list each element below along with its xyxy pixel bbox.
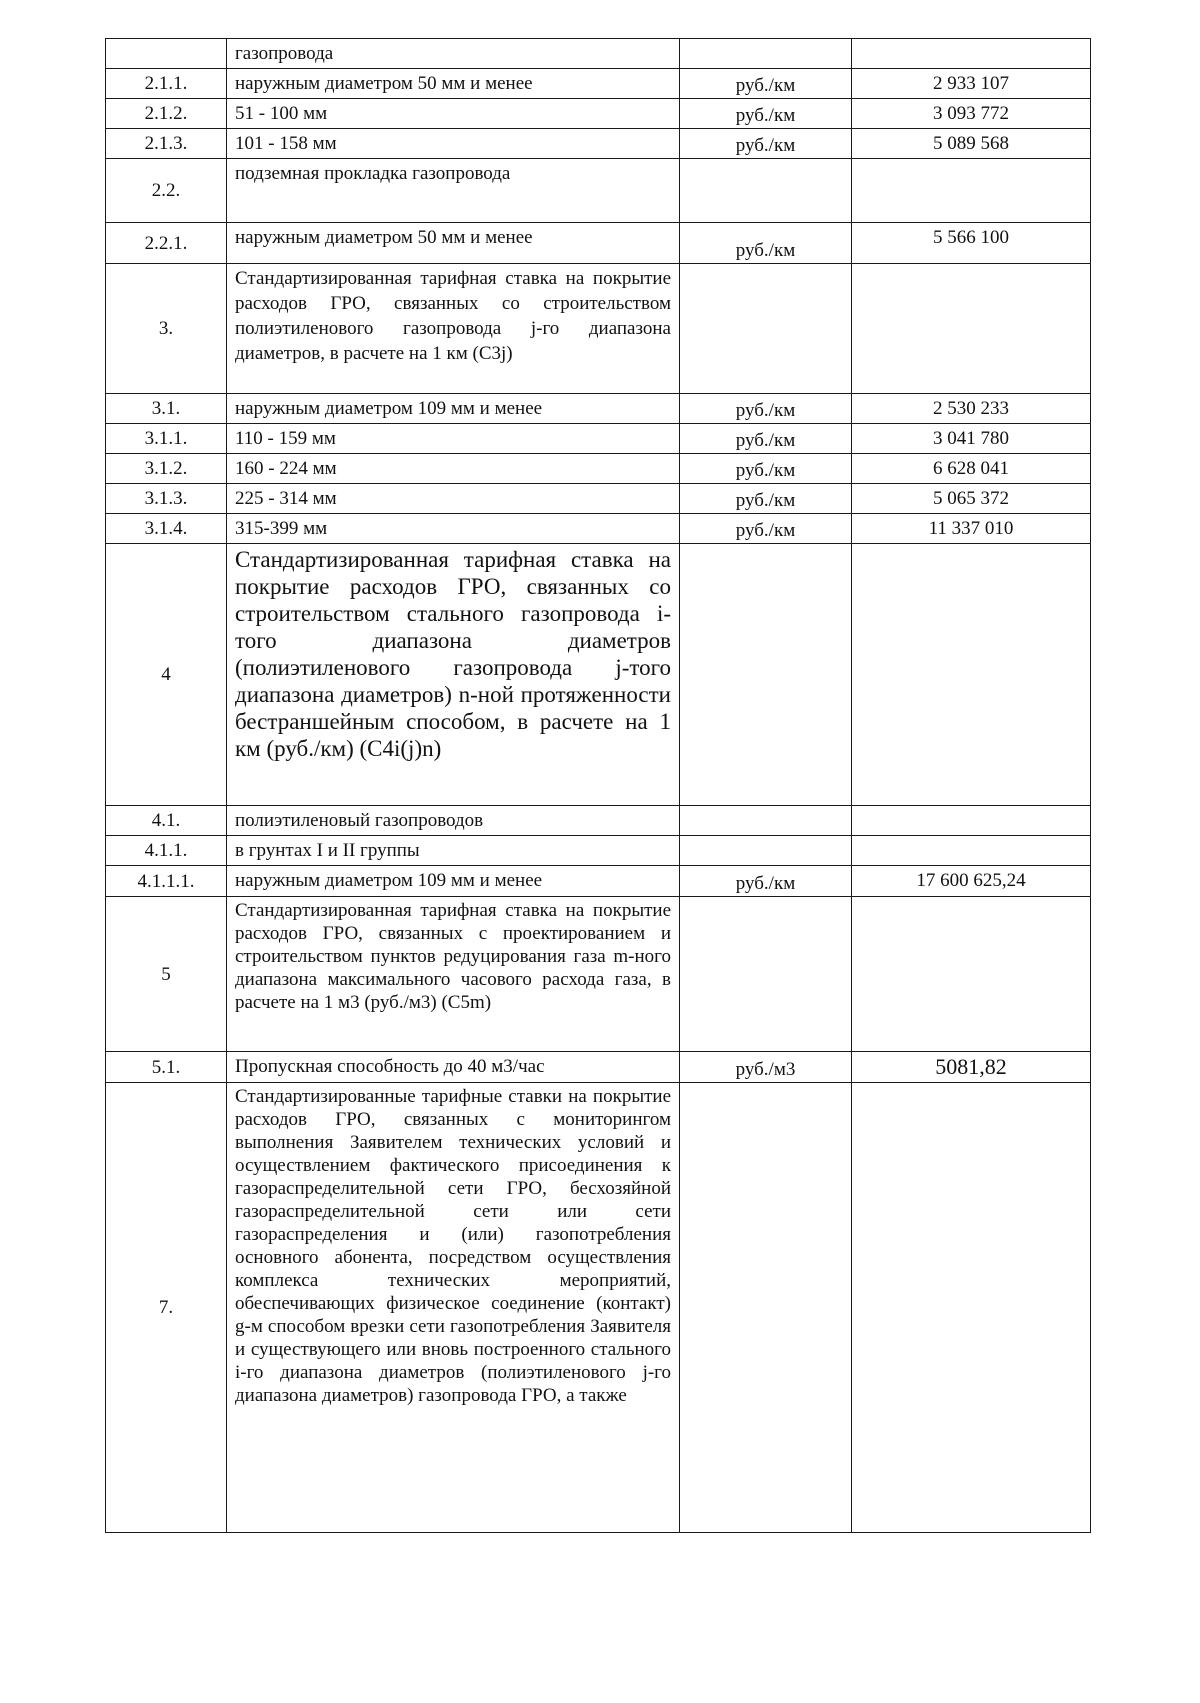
row-number: 2.1.3. <box>106 129 227 159</box>
row-unit <box>680 39 852 69</box>
row-number: 3.1.1. <box>106 424 227 454</box>
row-number: 4.1.1.1. <box>106 866 227 897</box>
table-row <box>106 806 1091 836</box>
row-value: 5 089 568 <box>852 129 1091 159</box>
row-number: 3.1.2. <box>106 454 227 484</box>
row-description: Стандартизированные тарифные ставки на покрытие расходов ГРО, связанных с мониторингом выполнения Заявителем технических условий и осуществлением фактического присоединения к газораспределительной сети ГРО, бесхозяйной газораспределительной сети или сети газораспределения и (или) газопотребления основного абонента, посредством осуществления комплекса технических мероприятий, обеспечивающих физическое соединение (контакт) g-м способом врезки сети газопотребления Заявителя и существующего или вновь построенного стального i-го диапазона диаметров (полиэтиленового j-го диапазона диаметров) газопровода ГРО, а также <box>227 1083 680 1533</box>
row-unit: руб./км <box>680 69 852 99</box>
row-unit: руб./км <box>680 454 852 484</box>
row-unit: руб./км <box>680 394 852 424</box>
row-value: 17 600 625,24 <box>852 866 1091 897</box>
table-row <box>106 264 1091 394</box>
row-unit <box>680 159 852 223</box>
row-number: 3.1.4. <box>106 514 227 544</box>
row-value <box>852 897 1091 1052</box>
row-value <box>852 806 1091 836</box>
row-number: 2.2.1. <box>106 223 227 264</box>
row-value <box>852 39 1091 69</box>
row-number: 3.1.3. <box>106 484 227 514</box>
row-value: 6 628 041 <box>852 454 1091 484</box>
row-description: Стандартизированная тарифная ставка на покрытие расходов ГРО, связанных со строительством стального газопровода i-того диапазона диаметров (полиэтиленового газопровода j-того диапазона диаметров) n-ной протяженности бестраншейным способом, в расчете на 1 км (руб./км) (С4i(j)n) <box>227 544 680 806</box>
row-description: в грунтах I и II группы <box>227 836 680 866</box>
row-number: 3. <box>106 264 227 394</box>
row-description: Стандартизированная тарифная ставка на покрытие расходов ГРО, связанных со строительством полиэтиленового газопровода j-го диапазона диаметров, в расчете на 1 км (С3j) <box>227 264 680 394</box>
table-row <box>106 454 1091 484</box>
table-row <box>106 223 1091 264</box>
row-value <box>852 836 1091 866</box>
row-description: Пропускная способность до 40 м3/час <box>227 1052 680 1083</box>
table-row <box>106 866 1091 897</box>
row-value: 5 065 372 <box>852 484 1091 514</box>
row-description: наружным диаметром 109 мм и менее <box>227 394 680 424</box>
table-row <box>106 1083 1091 1533</box>
row-number: 7. <box>106 1083 227 1533</box>
row-description: 101 - 158 мм <box>227 129 680 159</box>
row-description: наружным диаметром 50 мм и менее <box>227 223 680 264</box>
row-unit: руб./км <box>680 424 852 454</box>
row-unit: руб./км <box>680 99 852 129</box>
row-unit <box>680 806 852 836</box>
row-number: 4 <box>106 544 227 806</box>
row-value: 3 041 780 <box>852 424 1091 454</box>
table-row <box>106 836 1091 866</box>
table-row <box>106 424 1091 454</box>
table-row <box>106 1052 1091 1083</box>
table-row <box>106 394 1091 424</box>
table-row <box>106 39 1091 69</box>
row-value <box>852 159 1091 223</box>
row-description: газопровода <box>227 39 680 69</box>
row-value: 2 933 107 <box>852 69 1091 99</box>
row-unit <box>680 544 852 806</box>
row-number: 2.1.1. <box>106 69 227 99</box>
row-unit <box>680 264 852 394</box>
row-unit <box>680 836 852 866</box>
row-description: Стандартизированная тарифная ставка на покрытие расходов ГРО, связанных с проектированием и строительством пунктов редуцирования газа m-ного диапазона максимального часового расхода газа, в расчете на 1 м3 (руб./м3) (С5m) <box>227 897 680 1052</box>
row-value: 5081,82 <box>852 1052 1091 1083</box>
row-unit: руб./км <box>680 866 852 897</box>
row-description: наружным диаметром 109 мм и менее <box>227 866 680 897</box>
table-row <box>106 69 1091 99</box>
row-number: 5.1. <box>106 1052 227 1083</box>
row-number: 2.1.2. <box>106 99 227 129</box>
table-row <box>106 544 1091 806</box>
table-row <box>106 484 1091 514</box>
row-description: подземная прокладка газопровода <box>227 159 680 223</box>
table-row <box>106 99 1091 129</box>
row-unit: руб./км <box>680 129 852 159</box>
table-row <box>106 897 1091 1052</box>
row-number: 3.1. <box>106 394 227 424</box>
row-description: 51 - 100 мм <box>227 99 680 129</box>
row-unit: руб./м3 <box>680 1052 852 1083</box>
row-unit: руб./км <box>680 223 852 264</box>
table-row <box>106 514 1091 544</box>
row-description: 225 - 314 мм <box>227 484 680 514</box>
row-number: 4.1.1. <box>106 836 227 866</box>
row-value: 3 093 772 <box>852 99 1091 129</box>
row-number: 2.2. <box>106 159 227 223</box>
row-unit <box>680 897 852 1052</box>
row-description: 315-399 мм <box>227 514 680 544</box>
row-description: 160 - 224 мм <box>227 454 680 484</box>
row-unit <box>680 1083 852 1533</box>
table-row <box>106 159 1091 223</box>
row-description: полиэтиленовый газопроводов <box>227 806 680 836</box>
row-value <box>852 1083 1091 1533</box>
row-number: 5 <box>106 897 227 1052</box>
row-description: 110 - 159 мм <box>227 424 680 454</box>
row-value <box>852 544 1091 806</box>
row-unit: руб./км <box>680 514 852 544</box>
table-row <box>106 129 1091 159</box>
row-unit: руб./км <box>680 484 852 514</box>
row-value: 2 530 233 <box>852 394 1091 424</box>
row-value <box>852 264 1091 394</box>
row-number <box>106 39 227 69</box>
row-value: 5 566 100 <box>852 223 1091 264</box>
row-number: 4.1. <box>106 806 227 836</box>
tariff-table <box>105 38 1091 1533</box>
row-value: 11 337 010 <box>852 514 1091 544</box>
row-description: наружным диаметром 50 мм и менее <box>227 69 680 99</box>
